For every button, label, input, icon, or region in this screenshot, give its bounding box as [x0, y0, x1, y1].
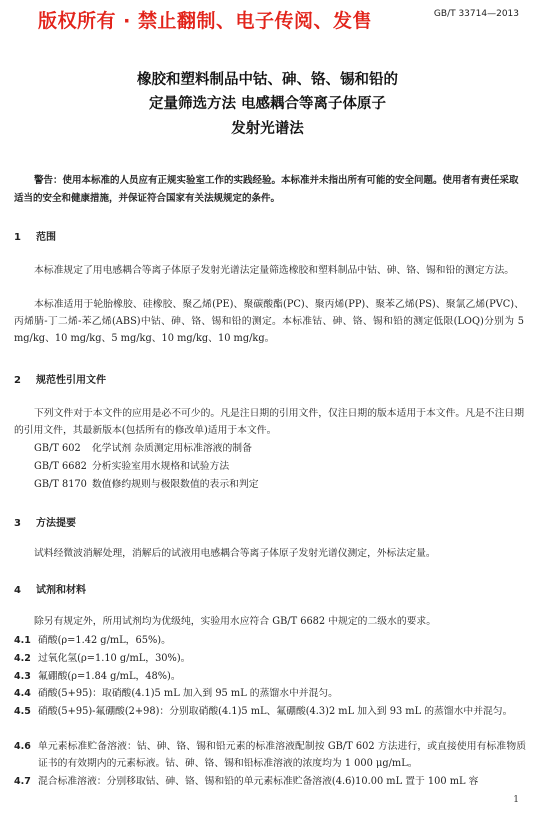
item-text: 单元素标准贮备溶液：钴、砷、铬、锡和铅元素的标准溶液配制按 GB/T 602 方法进行，或直接使用有标准物质证书的有效期内的元素标液。钴、砷、铬、锡和铅标准溶液的浓度均为 1 000 μg/mL。: [38, 741, 526, 769]
item-text: 硝酸(ρ=1.42 g/mL，65%)。: [38, 635, 171, 646]
reference-title: 化学试剂 杂质测定用标准溶液的制备: [92, 443, 252, 454]
item-text: 硝酸(5+95)：取硝酸(4.1)5 mL 加入到 95 mL 的蒸馏水中并混匀。: [38, 688, 338, 699]
reference-code: GB/T 8170: [34, 479, 87, 490]
section-number: 4: [14, 585, 21, 596]
standard-number: GB/T 33714—2013: [433, 9, 519, 19]
reagent-item: [14, 632, 526, 649]
title-line-2: 定量筛选方法 电感耦合等离子体原子: [148, 96, 387, 112]
section-title: 方法提要: [36, 518, 76, 529]
section-2-heading: [14, 371, 106, 386]
section-title: 范围: [36, 232, 56, 243]
title-line-3: 发射光谱法: [231, 121, 304, 137]
section-title: 试剂和材料: [36, 585, 86, 596]
section-title: 规范性引用文件: [36, 375, 106, 386]
item-number: 4.4: [14, 688, 31, 699]
reference-item: [34, 458, 229, 472]
reagent-item: [14, 650, 526, 667]
reference-code: GB/T 602: [34, 443, 81, 454]
item-number: 4.6: [14, 741, 31, 752]
item-number: 4.1: [14, 635, 31, 646]
section-1-heading: [14, 228, 56, 243]
reference-code: GB/T 6682: [34, 461, 87, 472]
warning-text: 警告：使用本标准的人员应有正规实验室工作的实践经验。本标准并未指出所有可能的安全问题。使用者有责任采取适当的安全和健康措施，并保证符合国家有关法规规定的条件。: [14, 175, 519, 204]
item-number: 4.3: [14, 671, 31, 682]
reference-item: [34, 440, 252, 454]
section-4-heading: [14, 581, 86, 596]
reagent-item: [14, 668, 526, 685]
reference-title: 分析实验室用水规格和试验方法: [92, 461, 230, 472]
item-number: 4.7: [14, 776, 31, 787]
method-paragraph: 试料经微波消解处理，消解后的试液用电感耦合等离子体原子发射光谱仪测定，外标法定量。: [34, 548, 436, 559]
reference-item: [34, 476, 259, 490]
reagent-item: [14, 738, 526, 772]
watermark: 版权所有 · 禁止翻制、电子传阅、发售: [38, 10, 372, 32]
reagent-item: [14, 685, 526, 702]
item-text: 过氧化氢(ρ=1.10 g/mL，30%)。: [38, 653, 191, 664]
scope-paragraph-1: 本标准规定了用电感耦合等离子体原子发射光谱法定量筛选橡胶和塑料制品中钴、砷、铬、锡和铅的测定方法。: [34, 265, 515, 276]
item-number: 4.5: [14, 706, 31, 717]
reagent-item: [14, 703, 526, 720]
item-text: 混合标准溶液：分别移取钴、砷、铬、锡和铅的单元素标准贮备溶液(4.6)10.00 mL 置于 100 mL 容: [38, 776, 479, 787]
item-number: 4.2: [14, 653, 31, 664]
normative-paragraph: 下列文件对于本文件的应用是必不可少的。凡是注日期的引用文件，仅注日期的版本适用于本文件。凡是不注日期的引用文件，其最新版本(包括所有的修改单)适用于本文件。: [14, 408, 524, 436]
section-number: 1: [14, 232, 21, 243]
reagent-item: [14, 773, 526, 790]
page-number: 1: [513, 795, 519, 805]
title-line-1: 橡胶和塑料制品中钴、砷、铬、锡和铅的: [137, 72, 398, 88]
reference-title: 数值修约规则与极限数值的表示和判定: [92, 479, 259, 490]
item-text: 硝酸(5+95)-氟硼酸(2+98)：分别取硝酸(4.1)5 mL、氟硼酸(4.3)2 mL 加入到 93 mL 的蒸馏水中并混匀。: [38, 706, 513, 717]
scope-paragraph-2: 本标准适用于轮胎橡胶、硅橡胶、聚乙烯(PE)、聚碳酸酯(PC)、聚丙烯(PP)、聚苯乙烯(PS)、聚氯乙烯(PVC)、丙烯腈-丁二烯-苯乙烯(ABS)中钴、砷、铬、锡和铅的测定。本标准钴、砷、铬、锡和铅的测定低限(LOQ)分别为 5 mg/kg、10 mg/kg、5 mg/kg、10 mg/kg、10 mg/kg。: [14, 299, 524, 344]
section-number: 2: [14, 375, 21, 386]
section-number: 3: [14, 518, 21, 529]
reagents-intro: 除另有规定外，所用试剂均为优级纯，实验用水应符合 GB/T 6682 中规定的二级水的要求。: [34, 616, 437, 627]
item-text: 氟硼酸(ρ=1.84 g/mL，48%)。: [38, 671, 181, 682]
section-3-heading: [14, 514, 76, 529]
